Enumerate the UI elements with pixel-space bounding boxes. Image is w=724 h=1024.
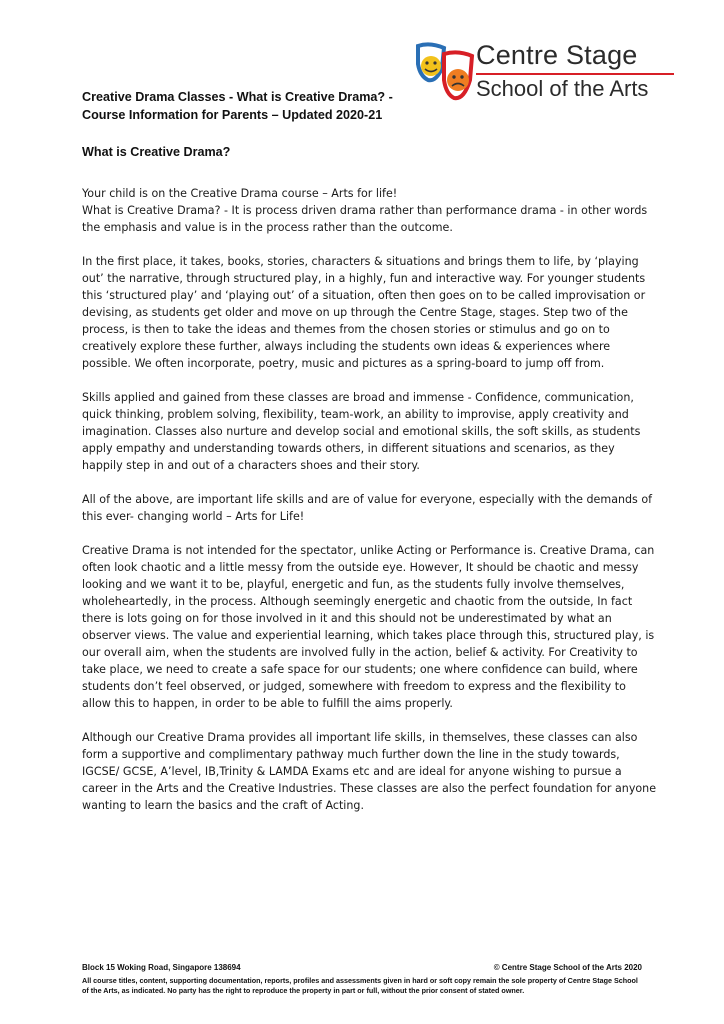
document-title bbox=[82, 88, 502, 124]
footer-address: Block 15 Woking Road, Singapore 138694 bbox=[82, 963, 241, 972]
footer-legal-note: All course titles, content, supporting documentation, reports, profiles and assessments given in hard or soft copy remain the sole property of Centre Stage School of the Arts, as indicated. No party has the right to reproduce the property in part or full, without the prior consent of stated owner. bbox=[82, 976, 638, 995]
logo-rule bbox=[476, 73, 674, 75]
body-text bbox=[82, 185, 657, 831]
paragraph: All of the above, are important life skills and are of value for everyone, especially with the demands of this ever- changing world – Arts for Life! bbox=[82, 493, 653, 523]
section-heading: What is Creative Drama? bbox=[82, 145, 231, 159]
logo-text-line1: Centre Stage bbox=[476, 40, 638, 70]
logo-text-line2: School of the Arts bbox=[476, 76, 649, 101]
paragraph: What is Creative Drama? - It is process driven drama rather than performance drama - in other words the emphasis and value is in the process rather than the outcome. bbox=[82, 204, 648, 234]
page-footer bbox=[82, 963, 642, 996]
title-line1: Creative Drama Classes - What is Creative Drama? - bbox=[82, 90, 393, 104]
paragraph: Although our Creative Drama provides all important life skills, in themselves, these classes can also form a supportive and complimentary pathway much further down the line in the study towards, IGCSE/ GCSE, A’level, IB,Trinity & LAMDA Exams etc and are ideal for anyone wishing to pursue a career in the Arts and the Creative Industries. These classes are also the perfect foundation for anyone wanting to learn the basics and the craft of Acting. bbox=[82, 731, 657, 812]
title-line2: Course Information for Parents – Updated 2020-21 bbox=[82, 108, 383, 122]
paragraph: Skills applied and gained from these classes are broad and immense - Confidence, communication, quick thinking, problem solving, flexibility, team-work, an ability to improvise, apply creativity and imagination. Classes also nurture and develop social and emotional skills, the soft skills, as students apply empathy and understanding towards others, in different situations and scenarios, as they happily step in and out of a characters shoes and their story. bbox=[82, 391, 641, 472]
paragraph: Your child is on the Creative Drama course – Arts for life! bbox=[82, 187, 398, 200]
paragraph: Creative Drama is not intended for the spectator, unlike Acting or Performance is. Creative Drama, can often look chaotic and a little messy from the outside eye. However, It should be chaotic and messy looking and we want it to be, playful, energetic and fun, as the students fully involve themselves, wholeheartedly, in the process. Although seemingly energetic and chaotic from the outside, In fact there is lots going on for those involved in it and this should not be underestimated by what an observer views. The value and experiential learning, which takes place through this, structured play, is our overall aim, when the students are involved fully in the action, belief & activity. For Creativity to take place, we need to create a safe space for our students; one where confidence can build, where students don’t feel observed, or judged, somewhere with freedom to express and the flexibility to allow this to happen, in order to be able to fulfill the aims properly. bbox=[82, 544, 655, 710]
paragraph: In the first place, it takes, books, stories, characters & situations and brings them to life, by ‘playing out’ the narrative, through structured play, in a highly, fun and interactive way. For younger students this ‘structured play’ and ‘playing out’ of a situation, often then goes on to be called improvisation or devising, as students get older and move on up through the Centre Stage, stages. Step two of the process, is then to take the ideas and themes from the chosen stories or stimulus and go on to creatively explore these further, always including the students own ideas & experiences where possible. We often incorporate, poetry, music and pictures as a spring-board to jump off from. bbox=[82, 255, 646, 370]
footer-copyright: © Centre Stage School of the Arts 2020 bbox=[493, 963, 642, 972]
